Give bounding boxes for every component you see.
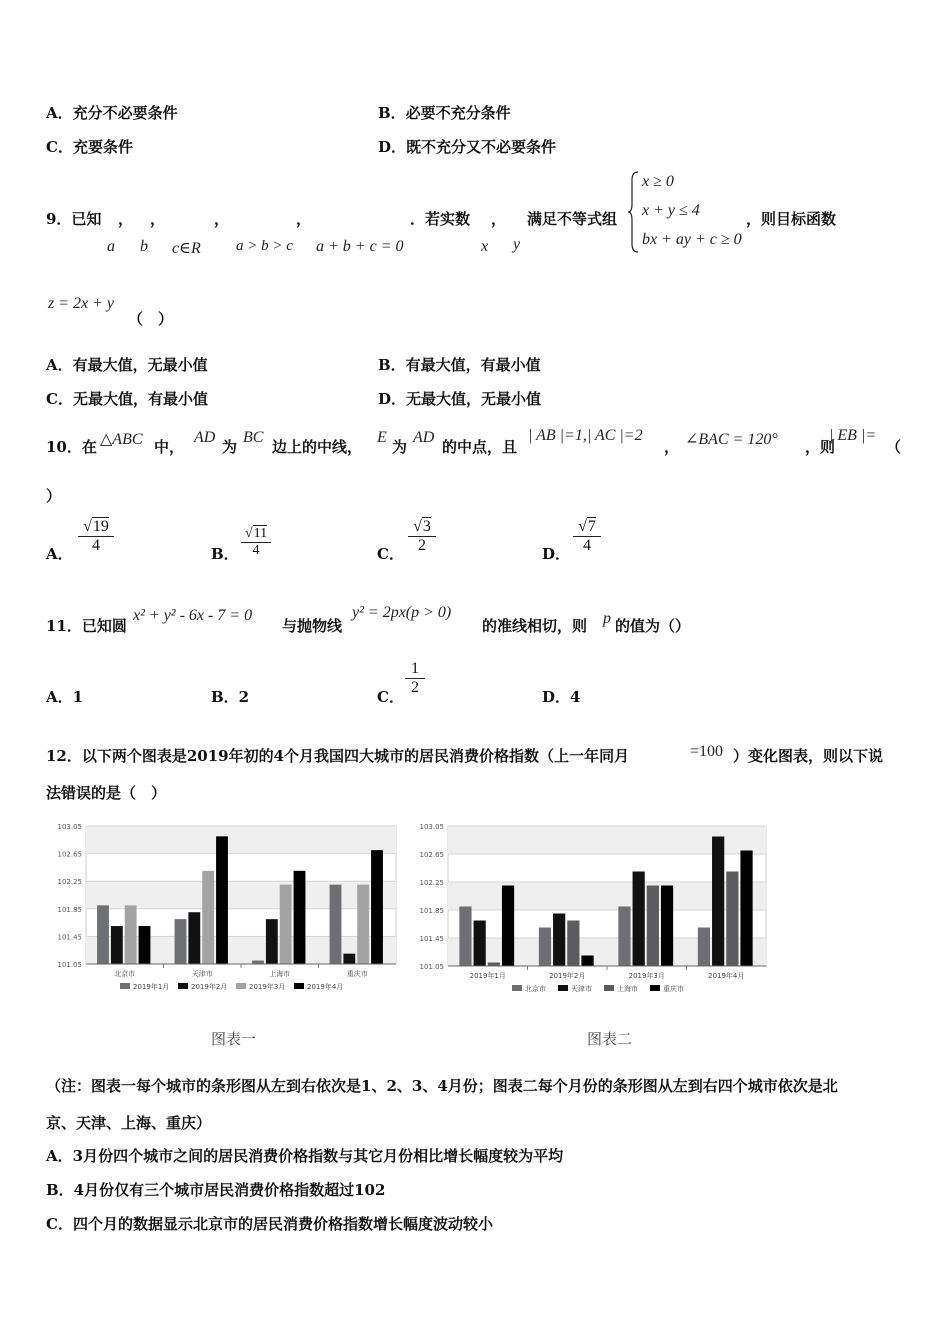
bar-0-3-3 [371, 850, 383, 964]
q10-lengths: | AB |=1,| AC |=2 [528, 427, 643, 444]
bar-1-3-0 [698, 928, 710, 967]
bar-1-1-0 [539, 928, 551, 967]
y-tick-label: 102.65 [419, 851, 444, 859]
q10-triangle: △ABC [100, 431, 143, 448]
x-tick-label: 上海市 [269, 970, 291, 978]
q10-p4: 边上的中线， [272, 438, 363, 456]
bar-1-0-0 [459, 907, 471, 967]
q9-math-y: y [513, 236, 521, 253]
legend-label: 天津市 [571, 985, 592, 993]
q11-circle-eq: x² + y² - 6x - 7 = 0 [133, 607, 253, 624]
bar-1-1-2 [567, 921, 579, 967]
q9-option-a: A．有最大值，无最小值 [46, 356, 208, 374]
y-tick-label: 101.45 [57, 933, 82, 942]
q12-eq-100: =100 [690, 743, 724, 760]
bar-0-3-1 [343, 954, 355, 964]
bar-0-0-3 [139, 926, 151, 964]
q10-option-d-value: $\frac{√7}{4}$ [573, 518, 601, 555]
q9-math-a: a [107, 238, 115, 255]
legend-label: 2019年2月 [191, 983, 228, 991]
q10-bc: BC [243, 429, 264, 446]
bar-1-1-1 [553, 914, 565, 967]
bar-0-2-0 [252, 961, 264, 964]
q9-paren: （ ） [128, 310, 174, 328]
chart-one [48, 818, 403, 1007]
x-tick-label: 2019年1月 [469, 972, 506, 980]
q10-option-a-value: $\frac{√19}{4}$ [78, 518, 114, 555]
x-tick-label: 天津市 [191, 970, 213, 978]
grid-band [86, 881, 396, 909]
bar-0-1-0 [175, 919, 187, 964]
legend-swatch [236, 983, 246, 989]
y-tick-label: 101.45 [419, 935, 444, 943]
bar-1-1-3 [581, 956, 593, 967]
q10-p5: 为 [392, 438, 408, 456]
q9-comma-2: ， [150, 210, 166, 228]
legend-swatch [178, 983, 188, 989]
q9-objective: z = 2x + y [48, 295, 115, 312]
bar-1-0-3 [502, 886, 514, 967]
q8-option-a: A．充分不必要条件 [46, 104, 178, 122]
bar-1-2-2 [647, 886, 659, 967]
y-tick-label: 101.05 [419, 963, 444, 971]
bar-1-0-1 [474, 921, 486, 967]
bar-0-1-3 [216, 836, 228, 964]
q9-comma-1: ， [118, 210, 134, 228]
q9-system-line2: x + y ≤ 4 [642, 202, 700, 219]
q9-math-x: x [481, 238, 489, 255]
q8-option-b: B．必要不充分条件 [378, 104, 511, 122]
q11-option-a: A．1 [46, 688, 84, 706]
q9-option-b: B．有最大值，有最小值 [378, 356, 541, 374]
bar-0-2-1 [266, 919, 278, 964]
bar-0-1-1 [188, 912, 200, 964]
bar-0-0-2 [125, 905, 137, 964]
q9-math-order: a > b > c [236, 238, 293, 254]
bar-0-2-2 [280, 885, 292, 964]
q10-ad: AD [194, 429, 216, 446]
q9-lead: 9．已知 [46, 210, 102, 228]
bar-1-0-2 [488, 963, 500, 967]
q11-option-d: D．4 [542, 688, 581, 706]
q8-option-c: C．充要条件 [46, 138, 133, 156]
x-tick-label: 2019年2月 [549, 972, 586, 980]
q10-eb: | EB |= [829, 427, 877, 444]
q10-option-d-label: D． [542, 545, 571, 563]
q9-comma-4: ， [296, 210, 312, 228]
q10-p6: 的中点，且 [442, 438, 518, 456]
bar-1-2-3 [661, 886, 673, 967]
q12-line2: 法错误的是（ ） [46, 784, 167, 802]
q9-cond: 满足不等式组 [527, 210, 618, 228]
y-tick-label: 102.65 [57, 850, 82, 859]
x-tick-label: 2019年3月 [628, 972, 665, 980]
x-tick-label: 北京市 [114, 970, 136, 978]
bar-0-2-3 [294, 871, 306, 964]
bar-0-0-0 [97, 905, 109, 964]
legend-label: 上海市 [617, 985, 638, 993]
q10-p8: ，则 [805, 438, 836, 456]
q9-option-d: D．无最大值，无最小值 [378, 390, 542, 408]
legend-swatch [604, 985, 614, 991]
q12-option-a: A．3月份四个城市之间的居民消费价格指数与其它月份相比增长幅度较为平均 [46, 1147, 564, 1165]
q10-p9: （ [886, 438, 902, 456]
q12-line1a: 12．以下两个图表是2019年初的4个月我国四大城市的居民消费价格指数（上一年同月 [46, 747, 630, 765]
bar-1-2-1 [633, 872, 645, 967]
q9-system-line1: x ≥ 0 [642, 173, 674, 190]
chart-two-caption: 图表二 [587, 1030, 633, 1048]
q12-option-c: C．四个月的数据显示北京市的居民消费价格指数增长幅度波动较小 [46, 1215, 493, 1233]
chart-two-svg [410, 818, 770, 1003]
q11-p-var: p [603, 610, 611, 627]
y-tick-label: 103.05 [57, 823, 82, 831]
bar-0-1-2 [202, 871, 214, 964]
q11-option-b: B．2 [211, 688, 250, 706]
chart-one-svg [48, 818, 403, 1003]
q10-p1: 10．在 [46, 438, 97, 456]
y-tick-label: 101.85 [57, 905, 82, 914]
q10-option-b-value: $\frac{√11}{4}$ [241, 526, 271, 559]
legend-label: 重庆市 [663, 985, 684, 993]
q11-p4: 的值为（） [615, 617, 691, 635]
bar-1-2-0 [618, 907, 630, 967]
legend-label: 2019年4月 [307, 983, 344, 991]
q9-math-b: b [140, 238, 148, 255]
q9-comma-3: ， [214, 210, 230, 228]
q12-option-b: B．4月份仅有三个城市居民消费价格指数超过102 [46, 1181, 386, 1199]
legend-label: 2019年3月 [249, 983, 286, 991]
q11-option-c-value: $\frac{1}{2}$ [405, 660, 425, 697]
q9-tail: ，则目标函数 [746, 210, 837, 228]
chart-one-caption: 图表一 [211, 1030, 257, 1048]
legend-swatch [512, 985, 522, 991]
bar-0-0-1 [111, 926, 123, 964]
q11-p3: 的准线相切，则 [482, 617, 588, 635]
bar-1-3-1 [712, 837, 724, 967]
q10-option-b-label: B． [211, 545, 239, 563]
q10-p2: 中， [154, 438, 185, 456]
x-tick-label: 2019年4月 [708, 972, 745, 980]
q12-note-line1: （注：图表一每个城市的条形图从左到右依次是1、2、3、4月份；图表二每个月份的条形图从左到右四个城市依次是北 [46, 1077, 838, 1095]
bar-0-3-0 [330, 885, 342, 964]
legend-label: 北京市 [525, 985, 546, 993]
q8-option-d: D．既不充分又不必要条件 [378, 138, 557, 156]
y-tick-label: 102.25 [419, 879, 444, 887]
q9-option-c: C．无最大值，有最小值 [46, 390, 208, 408]
q10-p10: ） [46, 487, 62, 505]
q10-option-c-value: $\frac{√3}{2}$ [408, 518, 436, 555]
bar-1-3-3 [740, 851, 752, 967]
q12-line1b: ）变化图表，则以下说 [733, 747, 884, 765]
q11-parabola-eq: y² = 2px(p > 0) [352, 604, 452, 621]
q11-option-c-label: C． [377, 688, 404, 706]
q9-math-sum: a + b + c = 0 [316, 238, 404, 255]
bar-1-3-2 [726, 872, 738, 967]
chart-two [410, 818, 770, 1007]
q11-p1: 11．已知圆 [46, 617, 127, 635]
y-tick-label: 103.05 [419, 823, 444, 831]
q10-p3: 为 [222, 438, 238, 456]
q9-system-line3: bx + ay + c ≥ 0 [642, 231, 742, 248]
legend-label: 2019年1月 [133, 983, 170, 991]
q11-p2: 与抛物线 [282, 617, 343, 635]
q10-option-a-label: A． [46, 545, 73, 563]
q12-note-line2: 京、天津、上海、重庆） [46, 1114, 212, 1132]
y-tick-label: 102.25 [57, 878, 82, 887]
legend-swatch [650, 985, 660, 991]
legend-swatch [120, 983, 130, 989]
y-tick-label: 101.05 [57, 961, 82, 969]
x-tick-label: 重庆市 [346, 970, 368, 978]
q10-option-c-label: C． [377, 545, 404, 563]
q9-comma-5: ， [491, 210, 507, 228]
q9-system-brace [628, 170, 640, 254]
q9-mid: ．若实数 [410, 210, 471, 228]
q10-p7: ， [664, 438, 680, 456]
y-tick-label: 101.85 [419, 907, 444, 915]
q10-angle: ∠BAC = 120° [685, 431, 778, 448]
q10-ad-2: AD [413, 429, 435, 446]
bar-0-3-2 [357, 885, 369, 964]
legend-swatch [294, 983, 304, 989]
q9-math-c-in-r: c∈R [172, 240, 201, 257]
q10-e: E [377, 429, 387, 446]
grid-band [86, 826, 396, 854]
legend-swatch [558, 985, 568, 991]
